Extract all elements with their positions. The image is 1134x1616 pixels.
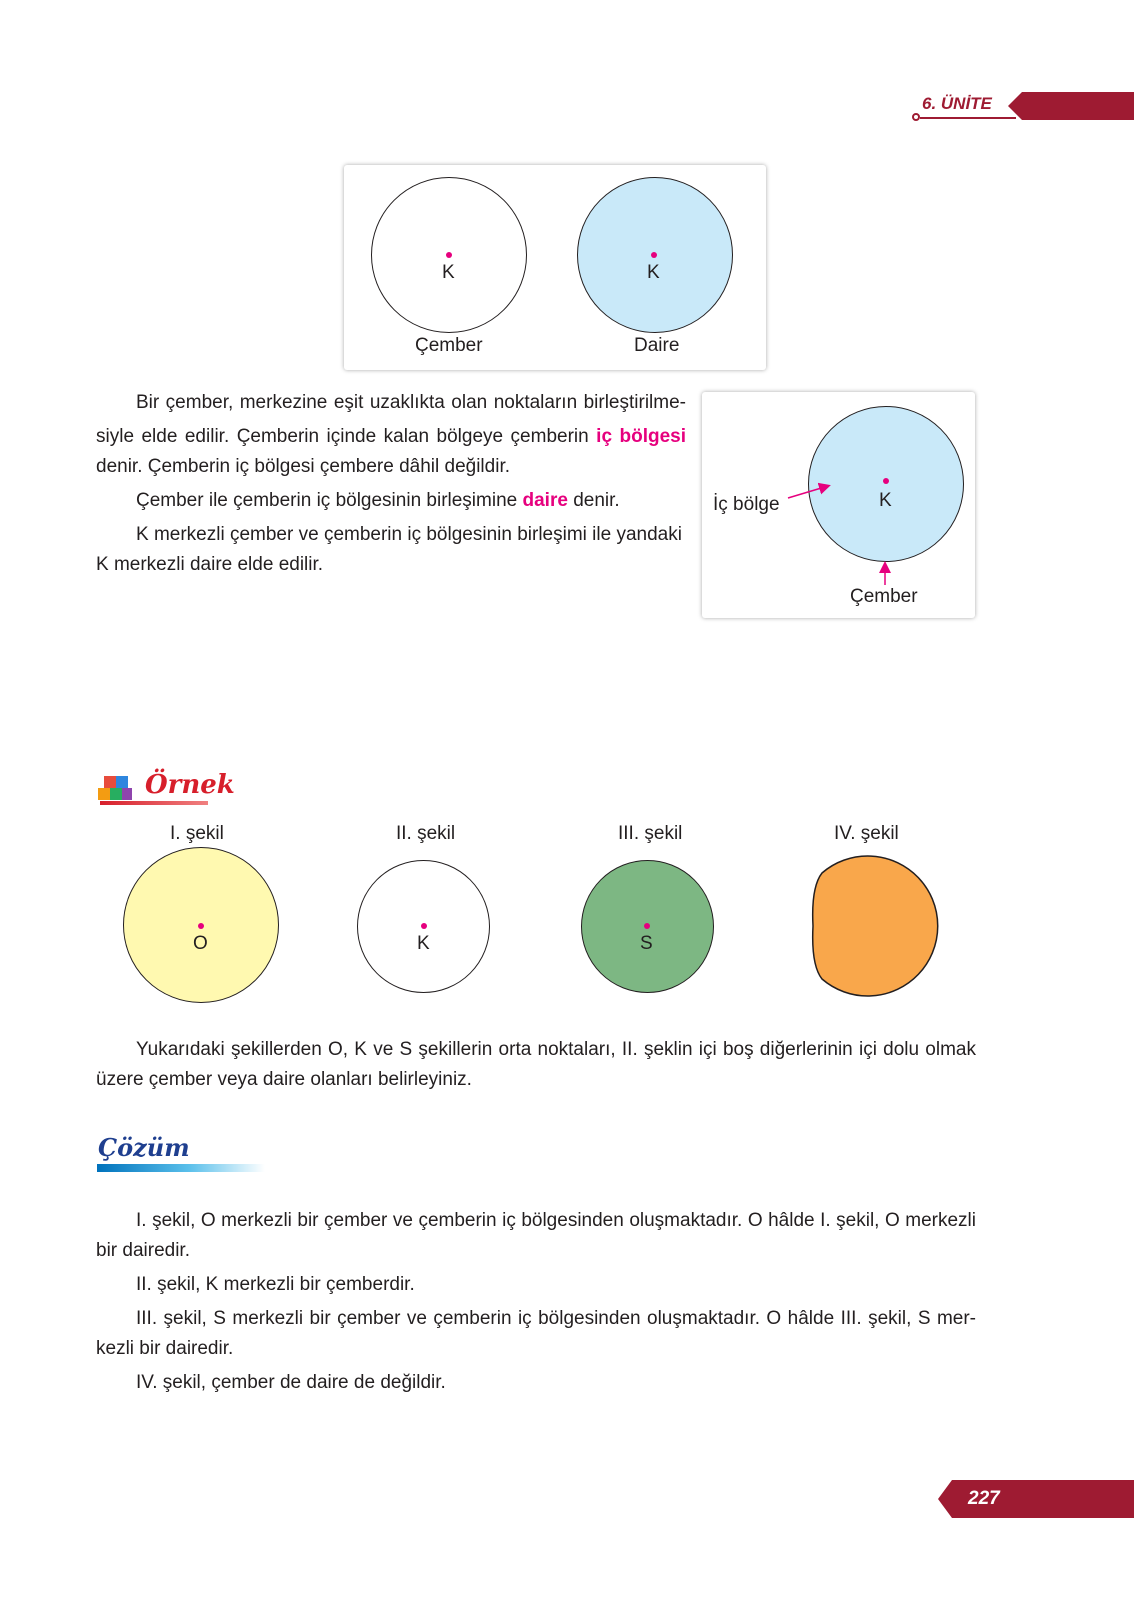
shape-2-center-label: K [417, 933, 430, 954]
solution-1-line-2: bir dairedir. [96, 1240, 190, 1261]
page-number: 227 [968, 1488, 1000, 1509]
side-center-label: K [879, 490, 892, 511]
unit-dot [912, 113, 920, 121]
cozum-underline [97, 1164, 265, 1172]
solution-1-line-1: I. şekil, O merkezli bir çember ve çemberin iç bölgesinden oluşmaktadır. O hâlde I. şekil, O merkezli [136, 1210, 976, 1231]
shape-3-label: III. şekil [618, 823, 683, 844]
unit-tab [1008, 92, 1134, 120]
intro-line-4-post: denir. [567, 490, 620, 511]
question-line-1: Yukarıdaki şekillerden O, K ve S şekillerin orta noktaları, II. şeklin içi boş diğerlerinin içi dolu olmak [136, 1039, 976, 1060]
cubes-icon [96, 772, 140, 804]
intro-line-2 [96, 422, 686, 452]
intro-line-3: denir. Çemberin iç bölgesi çembere dâhil değildir. [96, 456, 511, 477]
unit-label: 6. ÜNİTE [922, 94, 992, 113]
shape-3-center-label: S [640, 933, 653, 954]
question-line-2: üzere çember veya daire olanları belirleyiniz. [96, 1069, 472, 1090]
figure-cember-daire [344, 165, 766, 370]
solution-3-line-2: kezli bir dairedir. [96, 1338, 234, 1359]
daire-term: daire [522, 490, 568, 511]
cember-caption: Çember [415, 335, 483, 356]
example-question [96, 1035, 976, 1095]
shape-2-center-dot [421, 923, 427, 929]
shape-2-label: II. şekil [396, 823, 456, 844]
cember-center-label: K [442, 262, 455, 283]
intro-line-6: K merkezli daire elde edilir. [96, 554, 324, 575]
shape-4-label: IV. şekil [834, 823, 899, 844]
solution-3-line-1: III. şekil, S merkezli bir çember ve çemberin iç bölgesinden oluşmaktadır. O hâlde III. şekil, S mer- [136, 1308, 976, 1329]
shape-1-center-label: O [193, 933, 208, 954]
daire-center-dot [651, 252, 657, 258]
shape-1-label: I. şekil [170, 823, 224, 844]
intro-paragraph [96, 388, 686, 580]
cember-center-dot [446, 252, 452, 258]
solution-4: IV. şekil, çember de daire de değildir. [136, 1372, 446, 1393]
shape-3-center-dot [644, 923, 650, 929]
unit-underline [920, 117, 1016, 119]
intro-line-4 [96, 486, 686, 516]
solution-2: II. şekil, K merkezli bir çemberdir. [136, 1274, 415, 1295]
intro-line-1: Bir çember, merkezine eşit uzaklıkta olan noktaların birleştirilme- [136, 392, 686, 413]
ornek-title: Örnek [145, 770, 235, 800]
ornek-underline [100, 801, 208, 805]
ic-bolge-arrow [788, 486, 828, 498]
shape-1-center-dot [198, 923, 204, 929]
solution-text [96, 1206, 976, 1398]
daire-caption: Daire [634, 335, 680, 356]
intro-line-4-pre: Çember ile çemberin iç bölgesinin birleşimine [136, 490, 523, 511]
ic-bolge-label: İç bölge [713, 494, 780, 515]
daire-center-label: K [647, 262, 660, 283]
figure-ic-bolge [702, 392, 975, 618]
arrows-layer [702, 392, 975, 618]
intro-line-2-text: siyle elde edilir. Çemberin içinde kalan bölgeye çemberin [96, 426, 597, 447]
cozum-title: Çözüm [98, 1133, 190, 1162]
shape-4-cut-disk [808, 855, 952, 1007]
ic-bolgesi-term: iç bölgesi [596, 426, 686, 447]
intro-line-5: K merkezli çember ve çemberin iç bölgesinin birleşimi ile yandaki [136, 524, 682, 545]
cember-label: Çember [850, 586, 918, 607]
